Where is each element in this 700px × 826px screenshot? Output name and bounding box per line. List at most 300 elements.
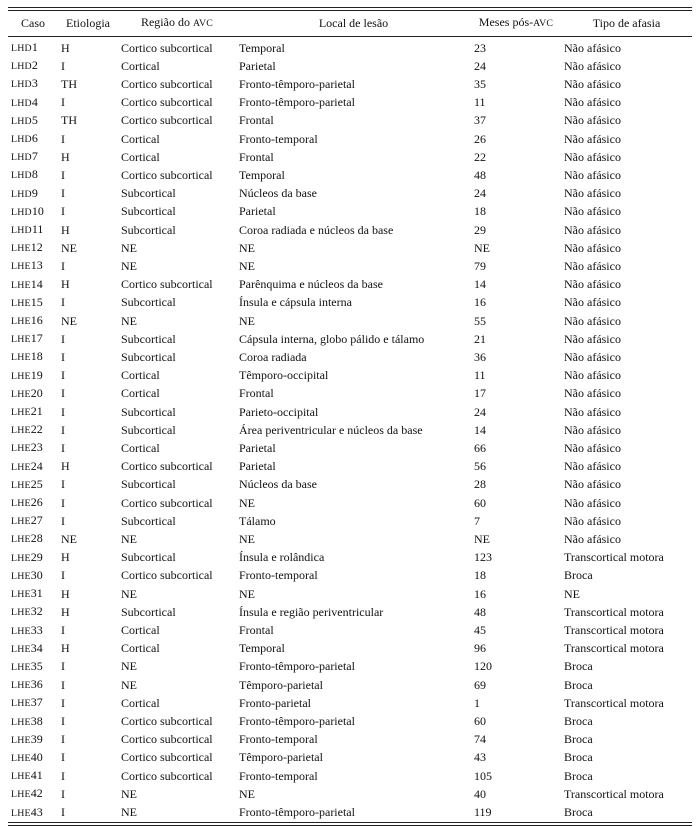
table-row	[8, 239, 692, 257]
table-row	[8, 203, 692, 221]
cell-local-de-lesao: Fronto-temporal	[239, 768, 318, 783]
cell-regiao-do-avc: Subcortical	[121, 513, 176, 528]
cell-regiao-do-avc: Cortical	[121, 149, 160, 164]
table-row	[8, 348, 692, 366]
cell-meses-pos-avc: 56	[474, 459, 486, 474]
cell-regiao-do-avc: Subcortical	[121, 477, 176, 492]
cell-local-de-lesao: Têmporo-parietal	[239, 677, 323, 692]
cell-local-de-lesao: Coroa radiada e núcleos da base	[239, 222, 394, 237]
cell-local-de-lesao: Coroa radiada	[239, 349, 307, 364]
table-row	[8, 603, 692, 621]
cell-etiologia: I	[61, 659, 65, 674]
cell-meses-pos-avc: 60	[474, 714, 486, 729]
column-header-caso: Caso	[8, 11, 58, 37]
table-header	[8, 11, 692, 37]
cell-local-de-lesao: NE	[239, 313, 255, 328]
cell-local-de-lesao: NE	[239, 531, 255, 546]
table-row	[8, 75, 692, 93]
cell-local-de-lesao: Fronto-temporal	[239, 568, 318, 583]
cell-etiologia: I	[61, 732, 65, 747]
cell-caso: LHE42	[11, 786, 43, 801]
cell-local-de-lesao: NE	[239, 258, 255, 273]
table-row	[8, 37, 692, 58]
cell-meses-pos-avc: 17	[474, 386, 486, 401]
smallcaps-text: LHE	[11, 243, 31, 255]
cell-regiao-do-avc: Subcortical	[121, 204, 176, 219]
cell-tipo-de-afasia: Transcortical motora	[564, 641, 664, 656]
cell-regiao-do-avc: Cortico subcortical	[121, 568, 213, 583]
cell-etiologia: I	[61, 167, 65, 182]
cell-caso: LHD6	[11, 131, 38, 146]
cell-meses-pos-avc: 24	[474, 58, 486, 73]
cell-etiologia: NE	[61, 313, 77, 328]
cell-etiologia: H	[61, 459, 70, 474]
cell-tipo-de-afasia: Não afásico	[564, 531, 621, 546]
cell-local-de-lesao: Fronto-têmporo-parietal	[239, 805, 355, 820]
smallcaps-text: LHE	[11, 734, 31, 746]
smallcaps-text: LHE	[11, 589, 31, 601]
cell-meses-pos-avc: 66	[474, 440, 486, 455]
table-header-row	[8, 11, 692, 37]
cell-etiologia: I	[61, 623, 65, 637]
cell-caso: LHE23	[11, 440, 43, 455]
cell-local-de-lesao: Núcleos da base	[239, 186, 317, 201]
table-row	[8, 676, 692, 694]
cell-etiologia: I	[61, 768, 65, 783]
smallcaps-text: LHE	[11, 716, 31, 728]
table-outer-rules	[8, 7, 692, 826]
cell-caso: LHE40	[11, 749, 43, 764]
cell-meses-pos-avc: NE	[474, 531, 490, 546]
cell-meses-pos-avc: 37	[474, 113, 486, 128]
cell-etiologia: H	[61, 604, 70, 619]
cell-local-de-lesao: Cápsula interna, globo pálido e tálamo	[239, 331, 425, 346]
cell-local-de-lesao: NE	[239, 786, 255, 801]
cell-tipo-de-afasia: Broca	[564, 750, 593, 765]
cell-caso: LHD5	[11, 112, 38, 127]
cell-caso: LHD11	[11, 222, 44, 237]
smallcaps-text: LHE	[11, 425, 31, 437]
cell-meses-pos-avc: 21	[474, 331, 486, 346]
cell-etiologia: TH	[61, 76, 77, 91]
table-row	[8, 166, 692, 184]
cell-regiao-do-avc: Cortico subcortical	[121, 76, 213, 91]
smallcaps-text: LHE	[11, 752, 31, 764]
cell-meses-pos-avc: 1	[474, 695, 480, 710]
cell-caso: LHE43	[11, 804, 43, 819]
cell-caso: LHE35	[11, 658, 43, 673]
cell-etiologia: I	[61, 422, 65, 437]
table-row	[8, 130, 692, 148]
table-row	[8, 785, 692, 803]
smallcaps-text: LHD	[11, 188, 32, 200]
cell-etiologia: H	[61, 277, 70, 292]
smallcaps-text: LHD	[11, 43, 32, 54]
cell-tipo-de-afasia: Broca	[564, 732, 593, 747]
table-row	[8, 530, 692, 548]
table-row	[8, 658, 692, 676]
table-row	[8, 494, 692, 512]
table-row	[8, 112, 692, 130]
table-row	[8, 403, 692, 421]
cell-tipo-de-afasia: Não afásico	[564, 440, 621, 455]
cell-local-de-lesao: Fronto-têmporo-parietal	[239, 95, 355, 110]
cell-caso: LHE36	[11, 677, 43, 692]
smallcaps-text: LHE	[11, 388, 31, 400]
cell-meses-pos-avc: 16	[474, 295, 486, 310]
cell-local-de-lesao: Têmporo-parietal	[239, 750, 323, 765]
table-row	[8, 221, 692, 239]
cell-caso: LHD1	[11, 40, 38, 54]
table-row	[8, 312, 692, 330]
cell-caso: LHE37	[11, 695, 43, 710]
cell-caso: LHD3	[11, 76, 38, 91]
smallcaps-text: LHD	[11, 206, 32, 218]
cell-regiao-do-avc: Subcortical	[121, 422, 176, 437]
cell-regiao-do-avc: NE	[121, 586, 137, 601]
table-row	[8, 804, 692, 823]
cell-regiao-do-avc: NE	[121, 659, 137, 674]
table-row	[8, 549, 692, 567]
cell-tipo-de-afasia: Broca	[564, 659, 593, 674]
table-row	[8, 622, 692, 640]
cell-etiologia: H	[61, 641, 70, 656]
smallcaps-text: LHE	[11, 607, 31, 619]
cell-tipo-de-afasia: Transcortical motora	[564, 786, 664, 801]
cell-regiao-do-avc: Cortico subcortical	[121, 768, 213, 783]
smallcaps-text: AVC	[533, 18, 554, 29]
cell-tipo-de-afasia: Não afásico	[564, 495, 621, 510]
cell-etiologia: H	[61, 40, 70, 55]
smallcaps-text: LHE	[11, 680, 31, 692]
cell-etiologia: I	[61, 568, 65, 583]
cell-tipo-de-afasia: Não afásico	[564, 258, 621, 273]
column-header-tipo-de-afasia: Tipo de afasia	[561, 11, 692, 37]
cell-tipo-de-afasia: Não afásico	[564, 58, 621, 73]
table-row	[8, 567, 692, 585]
smallcaps-text: LHD	[11, 79, 32, 91]
cell-regiao-do-avc: Cortico subcortical	[121, 113, 213, 128]
cell-etiologia: I	[61, 440, 65, 455]
cell-regiao-do-avc: Cortico subcortical	[121, 95, 213, 110]
cell-local-de-lesao: Parênquima e núcleos da base	[239, 277, 383, 292]
cell-meses-pos-avc: 105	[474, 768, 492, 783]
cell-caso: LHE18	[11, 349, 43, 364]
table-row	[8, 257, 692, 275]
smallcaps-text: LHD	[11, 225, 32, 237]
cell-etiologia: I	[61, 714, 65, 729]
cell-tipo-de-afasia: Não afásico	[564, 113, 621, 128]
table-row	[8, 713, 692, 731]
smallcaps-text: AVC	[192, 18, 214, 29]
cell-regiao-do-avc: Cortico subcortical	[121, 750, 213, 765]
column-header-regiao-do-avc: Região do AVC	[118, 11, 236, 37]
cell-etiologia: I	[61, 258, 65, 273]
smallcaps-text: LHE	[11, 552, 31, 564]
cell-tipo-de-afasia: Broca	[564, 568, 593, 583]
cell-meses-pos-avc: 60	[474, 495, 486, 510]
column-header-local-de-lesao: Local de lesão	[236, 11, 471, 37]
table-row	[8, 385, 692, 403]
aphasia-case-table	[8, 10, 692, 823]
cell-regiao-do-avc: Cortical	[121, 368, 160, 383]
cell-meses-pos-avc: 26	[474, 131, 486, 146]
cell-caso: LHE38	[11, 713, 43, 728]
table-row	[8, 185, 692, 203]
table-row	[8, 476, 692, 494]
cell-etiologia: I	[61, 513, 65, 528]
cell-regiao-do-avc: Subcortical	[121, 404, 176, 419]
table-row	[8, 330, 692, 348]
cell-meses-pos-avc: 119	[474, 805, 492, 820]
cell-caso: LHE20	[11, 385, 43, 400]
cell-regiao-do-avc: Subcortical	[121, 550, 176, 565]
table-row	[8, 640, 692, 658]
cell-local-de-lesao: Ínsula e cápsula interna	[239, 295, 352, 310]
cell-caso: LHE34	[11, 640, 43, 655]
smallcaps-text: LHE	[11, 570, 31, 582]
cell-local-de-lesao: Parietal	[239, 459, 276, 474]
cell-tipo-de-afasia: Não afásico	[564, 167, 621, 182]
table-row	[8, 439, 692, 457]
cell-regiao-do-avc: Cortico subcortical	[121, 167, 213, 182]
table-row	[8, 694, 692, 712]
cell-local-de-lesao: Fronto-temporal	[239, 131, 318, 146]
smallcaps-text: LHE	[11, 698, 31, 710]
cell-etiologia: I	[61, 695, 65, 710]
cell-tipo-de-afasia: Não afásico	[564, 513, 621, 528]
cell-regiao-do-avc: Subcortical	[121, 349, 176, 364]
cell-meses-pos-avc: 11	[474, 95, 486, 110]
cell-etiologia: I	[61, 386, 65, 401]
cell-regiao-do-avc: NE	[121, 313, 137, 328]
cell-etiologia: I	[61, 204, 65, 219]
cell-tipo-de-afasia: Não afásico	[564, 186, 621, 201]
cell-regiao-do-avc: Subcortical	[121, 186, 176, 201]
cell-meses-pos-avc: 36	[474, 349, 486, 364]
cell-regiao-do-avc: Cortico subcortical	[121, 40, 213, 55]
cell-local-de-lesao: Fronto-temporal	[239, 732, 318, 747]
cell-local-de-lesao: Fronto-parietal	[239, 695, 311, 710]
cell-tipo-de-afasia: Transcortical motora	[564, 550, 664, 565]
smallcaps-text: LHD	[11, 152, 32, 164]
table-row	[8, 749, 692, 767]
cell-meses-pos-avc: 40	[474, 786, 486, 801]
cell-etiologia: I	[61, 186, 65, 201]
column-header-etiologia: Etiologia	[58, 11, 118, 37]
cell-regiao-do-avc: Cortical	[121, 386, 160, 401]
smallcaps-text: LHE	[11, 407, 31, 419]
cell-meses-pos-avc: 120	[474, 659, 492, 674]
smallcaps-text: LHE	[11, 661, 31, 673]
cell-meses-pos-avc: 45	[474, 623, 486, 637]
cell-tipo-de-afasia: Não afásico	[564, 295, 621, 310]
cell-caso: LHE17	[11, 331, 43, 346]
cell-etiologia: H	[61, 149, 70, 164]
cell-caso: LHE13	[11, 258, 43, 273]
cell-meses-pos-avc: 11	[474, 368, 486, 383]
cell-local-de-lesao: Fronto-têmporo-parietal	[239, 76, 355, 91]
cell-regiao-do-avc: Cortico subcortical	[121, 459, 213, 474]
cell-caso: LHE26	[11, 495, 43, 510]
cell-etiologia: I	[61, 349, 65, 364]
smallcaps-text: LHD	[11, 170, 32, 182]
cell-meses-pos-avc: 18	[474, 204, 486, 219]
cell-tipo-de-afasia: Broca	[564, 677, 593, 692]
cell-tipo-de-afasia: Não afásico	[564, 331, 621, 346]
cell-etiologia: NE	[61, 531, 77, 546]
cell-local-de-lesao: Área periventricular e núcleos da base	[239, 422, 423, 437]
column-header-meses-pos-avc: Meses pós-AVC	[471, 11, 561, 37]
table-row	[8, 458, 692, 476]
cell-regiao-do-avc: Cortico subcortical	[121, 495, 213, 510]
cell-meses-pos-avc: 55	[474, 313, 486, 328]
cell-meses-pos-avc: 69	[474, 677, 486, 692]
cell-regiao-do-avc: Cortical	[121, 58, 160, 73]
cell-regiao-do-avc: Cortical	[121, 623, 160, 637]
cell-etiologia: I	[61, 495, 65, 510]
cell-regiao-do-avc: NE	[121, 677, 137, 692]
cell-caso: LHE16	[11, 313, 43, 328]
cell-local-de-lesao: Frontal	[239, 623, 274, 637]
cell-etiologia: TH	[61, 113, 77, 128]
cell-meses-pos-avc: 23	[474, 40, 486, 55]
cell-meses-pos-avc: 48	[474, 604, 486, 619]
cell-tipo-de-afasia: NE	[564, 586, 580, 601]
smallcaps-text: LHE	[11, 625, 31, 637]
smallcaps-text: LHE	[11, 534, 31, 546]
cell-tipo-de-afasia: Não afásico	[564, 131, 621, 146]
cell-meses-pos-avc: 14	[474, 422, 486, 437]
smallcaps-text: LHD	[11, 97, 32, 109]
cell-tipo-de-afasia: Não afásico	[564, 222, 621, 237]
cell-caso: LHD2	[11, 58, 38, 73]
cell-regiao-do-avc: Cortical	[121, 131, 160, 146]
cell-regiao-do-avc: NE	[121, 531, 137, 546]
cell-local-de-lesao: Fronto-têmporo-parietal	[239, 714, 355, 729]
cell-meses-pos-avc: 22	[474, 149, 486, 164]
cell-local-de-lesao: Temporal	[239, 641, 285, 656]
cell-caso: LHE25	[11, 476, 43, 491]
cell-tipo-de-afasia: Não afásico	[564, 349, 621, 364]
cell-tipo-de-afasia: Não afásico	[564, 40, 621, 55]
smallcaps-text: LHE	[11, 643, 31, 655]
cell-meses-pos-avc: 16	[474, 586, 486, 601]
cell-caso: LHD9	[11, 185, 38, 200]
cell-etiologia: I	[61, 786, 65, 801]
cell-tipo-de-afasia: Não afásico	[564, 459, 621, 474]
smallcaps-text: LHE	[11, 807, 31, 819]
cell-local-de-lesao: Ínsula e rolândica	[239, 550, 325, 565]
table-row	[8, 294, 692, 312]
cell-etiologia: I	[61, 805, 65, 820]
cell-tipo-de-afasia: Broca	[564, 805, 593, 820]
cell-meses-pos-avc: 29	[474, 222, 486, 237]
cell-local-de-lesao: Frontal	[239, 149, 274, 164]
cell-local-de-lesao: NE	[239, 240, 255, 255]
cell-etiologia: I	[61, 295, 65, 310]
cell-meses-pos-avc: 48	[474, 167, 486, 182]
cell-caso: LHE33	[11, 622, 43, 637]
cell-caso: LHE12	[11, 240, 43, 255]
smallcaps-text: LHE	[11, 297, 31, 309]
smallcaps-text: LHD	[11, 61, 32, 73]
smallcaps-text: LHE	[11, 316, 31, 328]
cell-regiao-do-avc: Subcortical	[121, 331, 176, 346]
cell-tipo-de-afasia: Não afásico	[564, 149, 621, 164]
cell-caso: LHE29	[11, 549, 43, 564]
cell-meses-pos-avc: 74	[474, 732, 486, 747]
cell-meses-pos-avc: 24	[474, 186, 486, 201]
smallcaps-text: LHE	[11, 479, 31, 491]
cell-meses-pos-avc: 123	[474, 550, 492, 565]
smallcaps-text: LHD	[11, 115, 32, 127]
cell-caso: LHE32	[11, 604, 43, 619]
smallcaps-text: LHE	[11, 352, 31, 364]
cell-caso: LHE28	[11, 531, 43, 546]
cell-meses-pos-avc: 18	[474, 568, 486, 583]
cell-etiologia: I	[61, 750, 65, 765]
table-row	[8, 512, 692, 530]
table-row	[8, 367, 692, 385]
cell-tipo-de-afasia: Não afásico	[564, 204, 621, 219]
cell-regiao-do-avc: Subcortical	[121, 295, 176, 310]
cell-etiologia: H	[61, 586, 70, 601]
cell-regiao-do-avc: NE	[121, 240, 137, 255]
table-row	[8, 767, 692, 785]
cell-tipo-de-afasia: Transcortical motora	[564, 604, 664, 619]
cell-caso: LHE30	[11, 567, 43, 582]
cell-regiao-do-avc: Cortical	[121, 641, 160, 656]
cell-local-de-lesao: Ínsula e região periventricular	[239, 604, 384, 619]
cell-local-de-lesao: Tálamo	[239, 513, 276, 528]
table-row	[8, 94, 692, 112]
cell-regiao-do-avc: Cortico subcortical	[121, 277, 213, 292]
cell-regiao-do-avc: Cortico subcortical	[121, 732, 213, 747]
table-row	[8, 57, 692, 75]
smallcaps-text: LHE	[11, 498, 31, 510]
cell-etiologia: I	[61, 368, 65, 383]
cell-etiologia: I	[61, 677, 65, 692]
cell-tipo-de-afasia: Broca	[564, 768, 593, 783]
cell-caso: LHE14	[11, 276, 43, 291]
smallcaps-text: LHE	[11, 443, 31, 455]
cell-caso: LHE19	[11, 367, 43, 382]
table-body	[8, 37, 692, 823]
cell-caso: LHE21	[11, 404, 43, 419]
cell-caso: LHE22	[11, 422, 43, 437]
smallcaps-text: LHD	[11, 134, 32, 146]
smallcaps-text: LHE	[11, 279, 31, 291]
cell-meses-pos-avc: 79	[474, 258, 486, 273]
cell-regiao-do-avc: Cortical	[121, 440, 160, 455]
cell-regiao-do-avc: NE	[121, 805, 137, 820]
cell-local-de-lesao: Núcleos da base	[239, 477, 317, 492]
cell-etiologia: H	[61, 222, 70, 237]
cell-meses-pos-avc: 14	[474, 277, 486, 292]
cell-caso: LHE27	[11, 513, 43, 528]
table-row	[8, 421, 692, 439]
cell-tipo-de-afasia: Não afásico	[564, 76, 621, 91]
cell-tipo-de-afasia: Não afásico	[564, 277, 621, 292]
cell-etiologia: I	[61, 58, 65, 73]
cell-etiologia: NE	[61, 240, 77, 255]
cell-etiologia: I	[61, 95, 65, 110]
cell-etiologia: I	[61, 404, 65, 419]
cell-regiao-do-avc: Subcortical	[121, 604, 176, 619]
cell-local-de-lesao: Fronto-têmporo-parietal	[239, 659, 355, 674]
smallcaps-text: LHE	[11, 370, 31, 382]
